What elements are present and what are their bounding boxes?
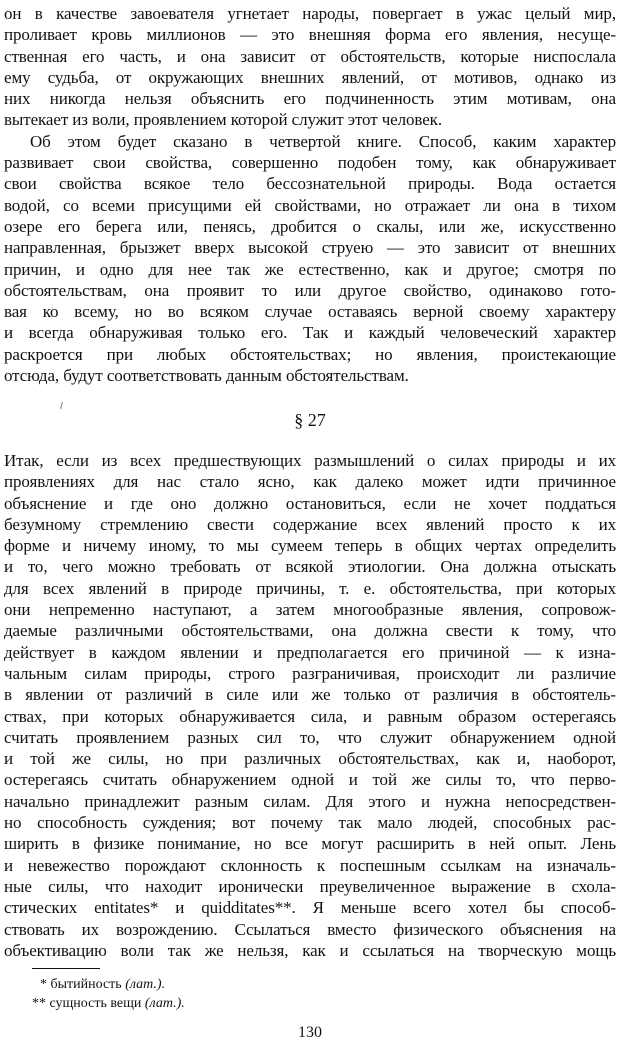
text-line: и то, чего можно требовать от всякой этиологии. Она должна отыскать [4, 557, 616, 577]
text-line: безумному стремлению свести содержание всех явлений просто к их [4, 514, 616, 534]
footnote [32, 994, 185, 1013]
text-line: остерегаясь считать обнаружением одной и той же силы то, что перво- [4, 770, 616, 790]
print-speck [60, 402, 63, 409]
text-line: ствовать их возрождению. Ссылаться вместо физического объяснения на [4, 919, 616, 939]
section-heading: § 27 [294, 410, 326, 430]
text-line: ствах, при которых обнаруживается сила, и равным образом остерегаясь [4, 706, 616, 726]
text-line: действует в каждом явлении и предполагается его причиной — к изна- [4, 642, 616, 662]
text-line: и всегда обнаруживая только его. Так и каждый человеческий характер [4, 323, 616, 343]
text-line: отсюда, будут соответствовать данным обстоятельствам. [4, 366, 409, 386]
text-block-top [4, 3, 616, 386]
text-line: свои свойства всякое тело бессознательной природы. Вода остается [4, 174, 616, 194]
footnote-divider [32, 968, 100, 969]
text-block-main [4, 450, 616, 961]
footnote-marker: * [40, 977, 47, 992]
text-line: Итак, если из всех предшествующих размышлений о силах природы и их [4, 451, 616, 470]
text-line: для всех явлений в природе причины, т. е. обстоятельства, при которых [4, 578, 616, 598]
text-line: водой, со всеми присущими ей свойствами, но отражает ли она в тихом [4, 195, 616, 215]
footnote-text: сущность вещи [49, 996, 142, 1011]
text-line: причин, и одно для нее так же естественно, как и другое; смотря по [4, 259, 616, 279]
text-line: считать проявлением разных сил то, что служит обнаружением одной [4, 727, 616, 747]
text-line: развивает свои свойства, совершенно подобен тому, как обнаруживает [4, 153, 616, 173]
text-line: проявлениях для нас стало ясно, как далеко может идти причинное [4, 472, 616, 492]
text-line: объяснение и где оно должно остановиться, если не хочет поддаться [4, 493, 616, 513]
text-line: и той же силы, но при различных обстоятельствах, как и, наоборот, [4, 749, 616, 769]
text-line: даемые различными обстоятельствами, она должна свести к тому, что [4, 621, 616, 641]
text-line: он в качестве завоевателя угнетает народы, повергает в ужас целый мир, [4, 4, 616, 23]
footnote-text: бытийность [50, 977, 122, 992]
footnotes [32, 975, 185, 1013]
text-line: раскроется при любых обстоятельствах; но явления, проистекающие [4, 344, 616, 364]
text-line: озере его берега или, пенясь, дробится о скалы, или же, искусственно [4, 216, 616, 236]
footnote-source: (лат.). [144, 996, 185, 1011]
text-line: них никогда нельзя объяснить его подчиненность этим мотивам, она [4, 89, 616, 109]
page-number: 130 [298, 1024, 322, 1041]
text-line: ширить в физике понимание, но все могут расширить в ней опыт. Лень [4, 834, 616, 854]
text-line: в явлении от различий в силе или же только от различия в обстоятель- [4, 685, 616, 705]
footnote-source: (лат.). [125, 977, 166, 992]
text-line: проливает кровь миллионов — это внешняя форма его явления, несуще- [4, 25, 616, 45]
text-line: стических entitates* и quidditates**. Я меньше всего хотел бы способ- [4, 898, 616, 918]
text-line: но способность суждения; вот почему так мало людей, способных рас- [4, 813, 616, 833]
text-line: и невежество порождают склонность к поспешным ссылкам на изначаль- [4, 855, 616, 875]
text-line: форме и ничему иному, то мы сумеем теперь в общих чертах определить [4, 536, 616, 556]
text-line: ственная его часть, и она зависит от обстоятельств, которые ниспослала [4, 46, 616, 66]
text-line: вая ко всему, но во всяком случае оставаясь верной своему характеру [4, 302, 616, 322]
text-line: ные силы, что находит иронически преувеличенное выражение в схола- [4, 876, 616, 896]
text-line: обстоятельствам, она проявит то или другое свойство, одинаково гото- [4, 280, 616, 300]
text-line: чальным силам природы, строго разграничивая, происходит ли различие [4, 663, 616, 683]
text-line: объективацию воли так же нельзя, как и ссылаться на творческую мощь [4, 940, 616, 960]
text-line: вытекает из воли, проявлением которой служит этот человек. [4, 110, 442, 130]
footnote-marker: ** [32, 996, 46, 1011]
text-line: ему судьба, от окружающих внешних явлений, от мотивов, однако из [4, 67, 616, 87]
text-line: начально принадлежит разным силам. Для этого и нужна непосредствен- [4, 791, 616, 811]
text-line: направленная, брызжет вверх высокой струею — это зависит от внешних [4, 238, 616, 258]
text-line: Об этом будет сказано в четвертой книге. Способ, каким характер [30, 131, 616, 151]
footnote [40, 975, 185, 994]
text-line: они непременно наступают, а затем многообразные явления, сопровож- [4, 600, 616, 620]
